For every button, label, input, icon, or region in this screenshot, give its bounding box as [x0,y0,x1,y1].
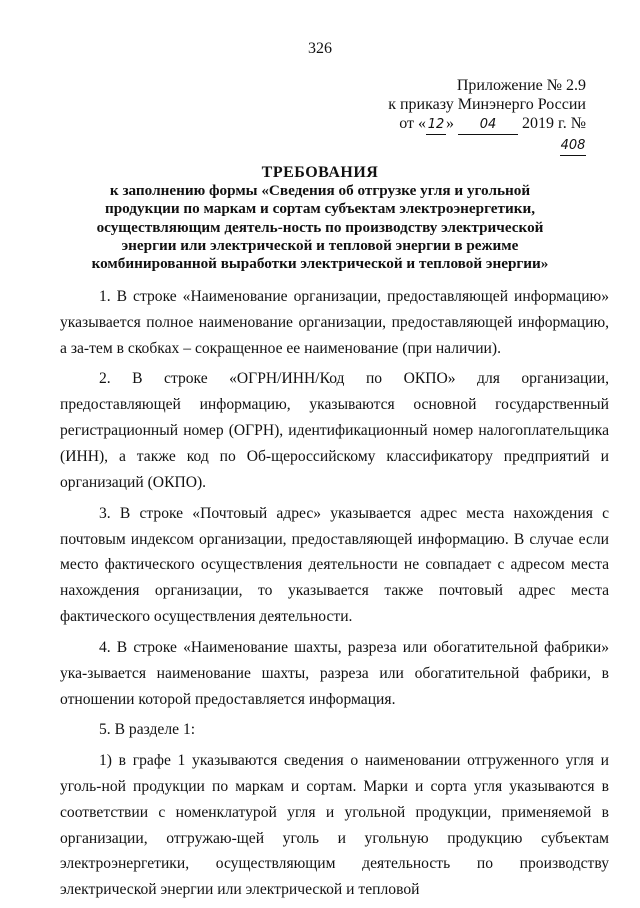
paragraph-5: 5. В разделе 1: [99,721,196,739]
date-mid: » [445,115,454,132]
page-number: 326 [308,40,332,57]
date-month: 04 [458,115,518,135]
date-year: 2019 г. № [521,115,586,132]
document-body [60,284,609,908]
document-subtitle: к заполнению формы «Сведения об отгрузке угля и угольной продукции по маркам и сортам субъектам электроэнергетики, осуществляющим деятель-ность по производству электрической энергии или электрической и тепловой энергии в режиме комбинированной выработки электрической и тепловой энергии» [91,182,549,273]
date-prefix: от « [399,115,426,132]
paragraph-4: 4. В строке «Наименование шахты, разреза или обогатительной фабрики» ука-зывается наименование шахты, разреза или обогатительной фабрики, в отношении которой предоставляется информация. [60,638,609,708]
paragraph-3: 3. В строке «Почтовый адрес» указывается адрес места нахождения с почтовым индексом организации, предоставляющей информацию. В случае если место фактического осуществления деятельности не совпадает с адресом места нахождения организации, то указывается также почтовый адрес места фактического осуществления деятельности. [60,504,609,626]
date-day: 12 [426,115,446,135]
appendix-title: Приложение № 2.9 [456,77,586,94]
appendix-date-line [376,114,586,156]
paragraph-5-1: 1) в графе 1 указываются сведения о наименовании отгруженного угля и уголь-ной продукции по маркам и сортам. Марки и сорта угля указываются в соответствии с номенклатурой угля и угольной продукции, применяемой в организации, отгружаю-щей уголь и угольную продукцию субъектам электроэнергетики, осуществляющим деятельность по производству электрической энергии или электрической и тепловой [60,751,609,899]
order-number: 408 [560,136,586,156]
paragraph-2: 2. В строке «ОГРН/ИНН/Код по ОКПО» для организации, предоставляющей информацию, указываются основной государственный регистрационный номер (ОГРН), идентификационный номер налогоплательщика (ИНН), а также код по Об-щероссийскому классификатору предприятий и организаций (ОКПО). [60,370,609,492]
paragraph-1: 1. В строке «Наименование организации, предоставляющей информацию» указывается полное наименование организации, предоставляющей информацию, а за-тем в скобках – сокращенное ее наименование (при наличии). [60,288,609,357]
document-title: ТРЕБОВАНИЯ [261,164,379,181]
appendix-block [376,76,586,156]
appendix-order: к приказу Минэнерго России [388,96,586,113]
